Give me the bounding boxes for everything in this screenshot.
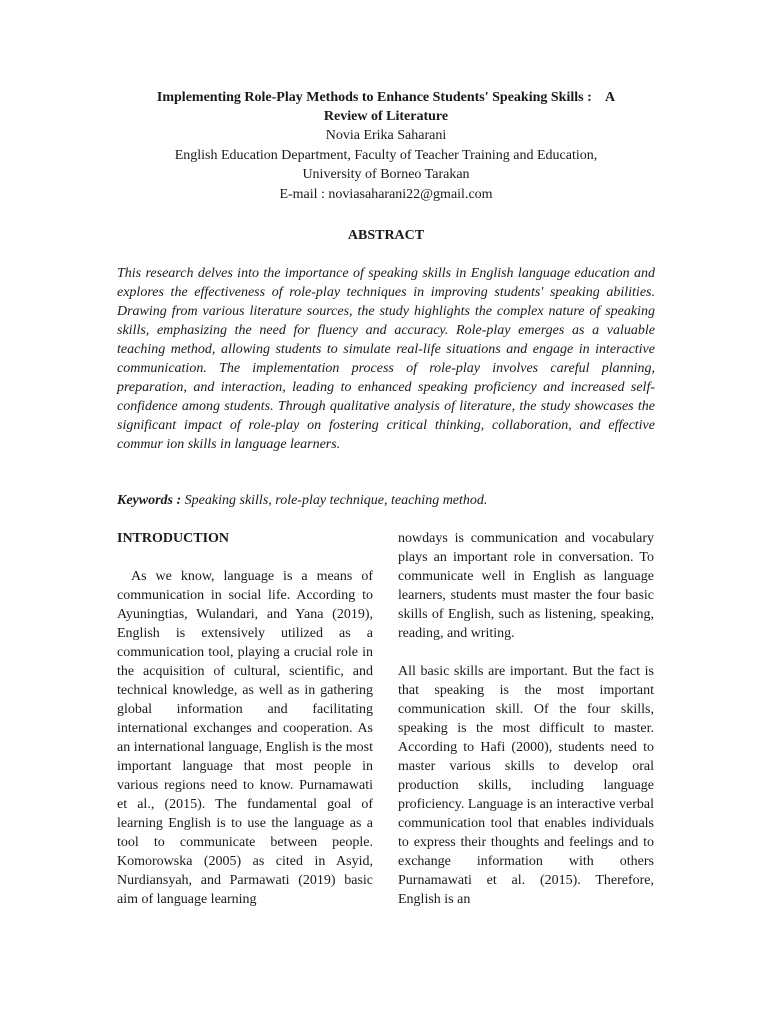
paper-title [118,88,654,126]
author-email: E-mail : noviasaharani22@gmail.com [279,186,493,202]
abstract-text: This research delves into the importance of speaking skills in English language education and explores the effectiveness of role-play techniques in improving students' speaking abilities. Drawing from various literature sources, the study highlights the complex nature of speaking skills, emphasizing the need for fluency and accuracy. Role-play emerges as a valuable teaching method, allowing students to simulate real-life situations and engage in interactive communication. The implementation process of role-play involves careful planning, preparation, and interaction, leading to enhanced speaking proficiency and increased self-confidence among students. Through qualitative analysis of literature, the study showcases the significant impact of role-play on fostering critical thinking, collaboration, and effective commur ion skills in language learners. [117,266,655,452]
keywords-label: Keywords : [117,493,182,508]
left-column [117,529,373,928]
right-column [398,529,654,928]
title-line-1: Implementing Role-Play Methods to Enhance Students' Speaking Skills : A [156,90,616,105]
author-name: Novia Erika Saharani [325,128,447,143]
author-block [118,126,654,204]
affiliation-line-2: University of Borneo Tarakan [302,167,470,182]
introduction-heading: INTRODUCTION [117,531,230,546]
keywords [117,491,655,510]
introduction-paragraph-1: As we know, language is a means of communication in social life. According to Ayuningtias, Wulandari, and Yana (2019), English is extensively utilized as a communication tool, playing a crucial role in the acquisition of cultural, scientific, and technical knowledge, as well as in gathering global information and facilitating international exchanges and cooperation. As an international language, English is the most important language that most people in various regions need to know. Purnamawati et al., (2015). The fundamental goal of learning English is to use the language as a tool to communicate between people. Komorowska (2005) as cited in Asyid, Nurdiansyah, and Parmawati (2019) basic aim of language learning [117,569,373,907]
introduction-paragraph-3: All basic skills are important. But the fact is that speaking is the most important communication skill. Of the four skills, speaking is the most difficult to master. According to Hafi (2000), students need to master various skills to develop oral production skills, including language proficiency. Language is an interactive verbal communication tool that enables individuals to express their thoughts and feelings and to exchange information with others Purnamawati et al. (2015). Therefore, English is an [398,664,654,907]
affiliation-line-1: English Education Department, Faculty of Teacher Training and Education, [174,147,598,163]
title-line-2: Review of Literature [323,109,449,124]
abstract-heading: ABSTRACT [347,228,425,243]
keywords-text: Speaking skills, role-play technique, teaching method. [181,493,488,508]
introduction-paragraph-2: nowdays is communication and vocabulary plays an important role in conversation. To communicate well in English as language learners, students must master the four basic skills of English, such as listening, speaking, reading, and writing. [398,531,654,641]
